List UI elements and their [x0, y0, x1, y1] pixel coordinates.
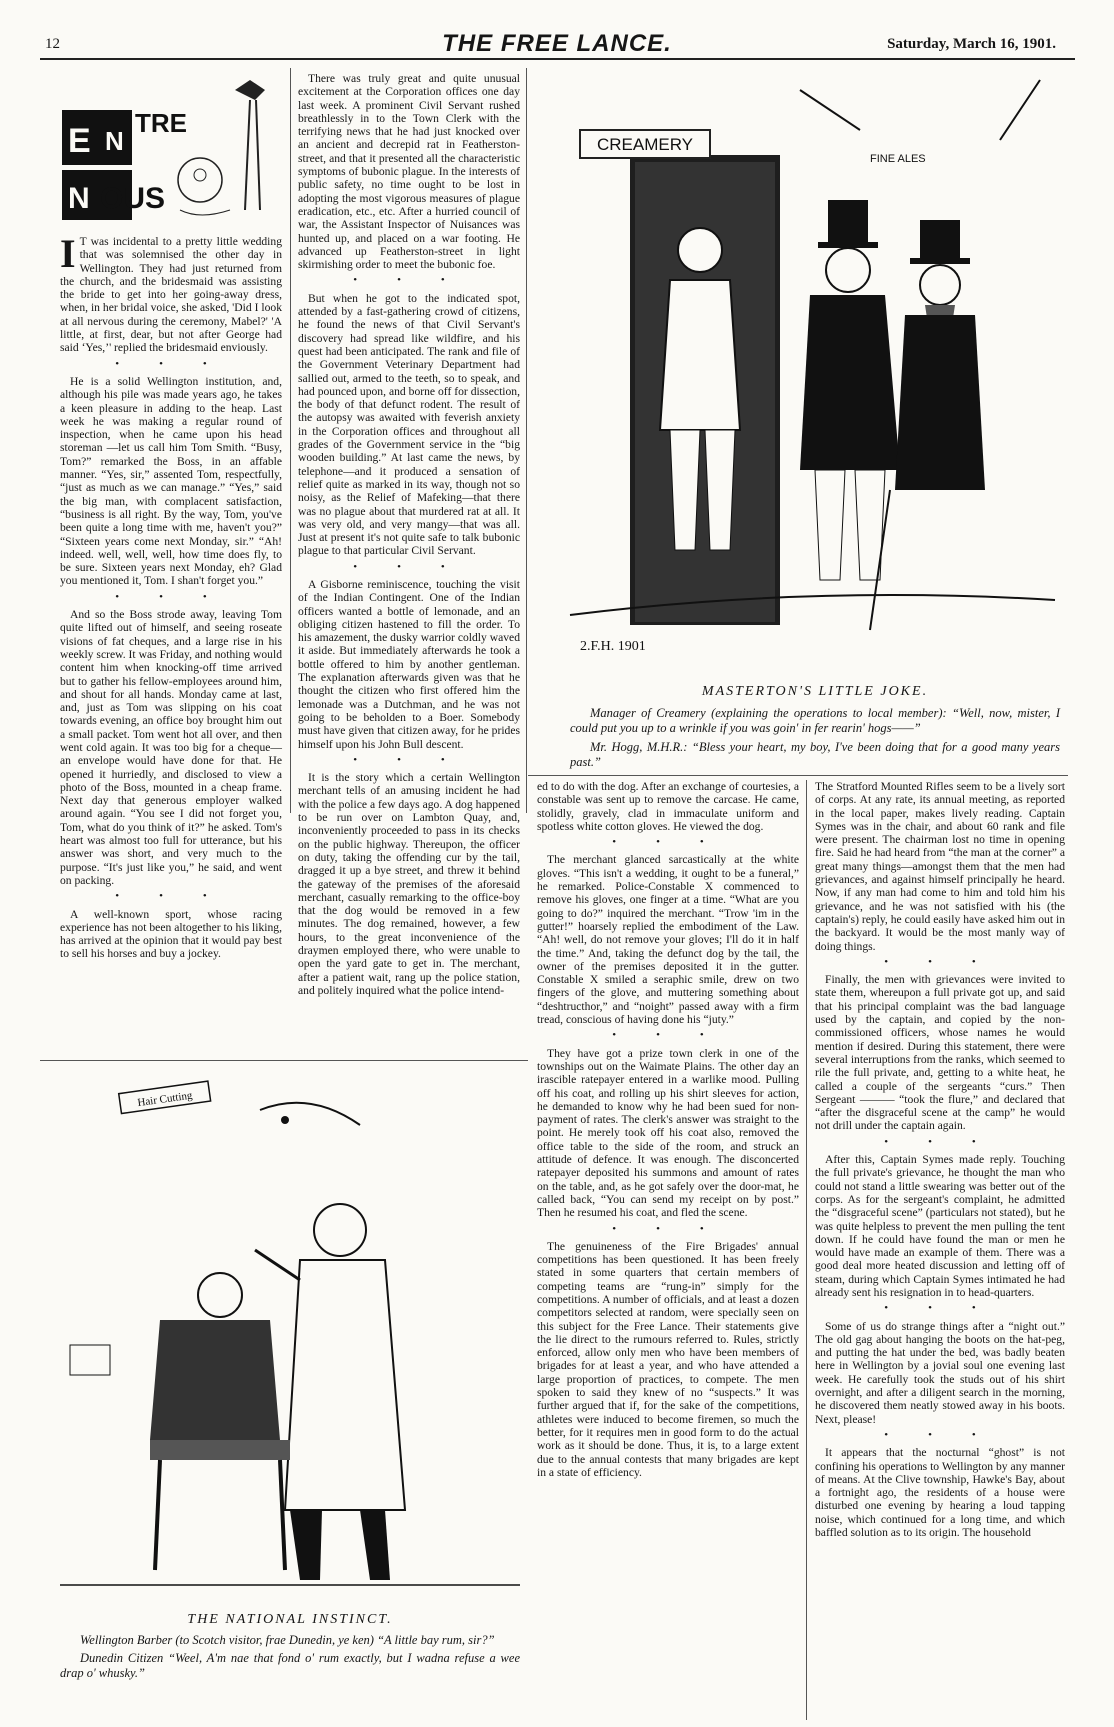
barber-sign-text: Hair Cutting — [136, 1089, 194, 1110]
header-rule — [40, 58, 1075, 60]
caption-mastertons-little-joke — [570, 684, 1060, 770]
article-column-4 — [815, 780, 1065, 1720]
svg-text:N: N — [105, 126, 124, 156]
article-paragraph: He is a solid Wellington institution, and, although his pile was made years ago, he takes a keen pleasure in adding to the heap. Last week he was making a regular round of inspection, when he came upon his head storeman —let us call him Tom Smith. “Busy, Tom?” remarked the Boss, in an affable manner. “Yes, sir,” assented Tom, respectfully, “just as much as we can manage.” “Yes,” said the big man, with complacent satisfaction, “business is all right. By the way, Tom, you've been quite a long time with me, haven't you?” “Sixteen years come next Monday, sir.” “Ah! indeed. well, well, well, how time does fly, to be sure. Sixteen years next Monday, eh? Glad you mentioned it, Tom. I shan't forget you.” — [60, 374, 282, 588]
cartoon-title: THE NATIONAL INSTINCT. — [187, 1612, 393, 1627]
article-paragraph: I T was incidental to a pretty little wedding that was solemnised the other day in Wellington. They had just returned from the church, and the bridesmaid was assisting the bride to get into her going-away dress, when, in her bridal voice, she asked, 'Did I look at all nervous during the ceremony, Mabel?' 'A little, at first, dear, but not after George had said ‘Yes,’' replied the bridesmaid enviously. — [60, 231, 282, 355]
cartoon-dialogue-1 — [60, 1633, 520, 1648]
section-separator: ••• — [115, 890, 247, 903]
section-separator: ••• — [353, 274, 485, 287]
section-separator: ••• — [884, 1302, 1016, 1315]
article-paragraph: The Stratford Mounted Rifles seem to be a lively sort of corps. At any rate, its annual meeting, as reported in the local paper, makes lively reading. Captain Symes was in the chair, and about 60 rank and file were present. The chairman lost no time in opening fire. Said he had heard from “the man at the corner” a great many things—amongst them that the men had grievances, and against himself principally he heard. Now, if any man had come to him and told him his grievance, and he was not satisfied with his (the captain's) reply, he could easily have asked him out in the backyard. It would be the most manly way of doing things. — [815, 780, 1065, 953]
speaker-name: Wellington Barber — [80, 1633, 173, 1647]
article-paragraph: Some of us do strange things after a “night out.” The old gag about hanging the boots on the hat-peg, and putting the hat under the bed, was badly beaten here in Wellington by a jovial soul one evening last week. He carefully took the studs out of his shirt overnight, and after a diligent search in the morning, he discovered them neatly stowed away in his boots. Next, please! — [815, 1319, 1065, 1426]
cartoon-title: MASTERTON'S LITTLE JOKE. — [701, 684, 929, 699]
article-column-1 — [60, 231, 282, 961]
column-divider — [806, 780, 807, 1720]
section-rule — [528, 775, 1068, 776]
section-separator: ••• — [115, 357, 247, 370]
section-separator: ••• — [353, 560, 485, 573]
article-paragraph: It appears that the nocturnal “ghost” is not confining his operations to Wellington by any manner of means. At the Clive township, Hawke's Bay, about a fortnight ago, the residents of a house were disturbed one evening by hearing a loud tapping noise, which continued for a long time, and which baffled solution as to its origin. The household — [815, 1446, 1065, 1540]
cartoon-national-instinct — [60, 1080, 520, 1600]
cartoon-dialogue-1 — [570, 706, 1060, 736]
svg-text:E: E — [68, 122, 91, 160]
column-divider — [526, 68, 527, 813]
creamery-cartoon-illustration — [560, 70, 1065, 668]
article-column-3 — [537, 780, 799, 1720]
speaker-aside: (to Scotch visitor, frae Dunedin, ye ken) — [175, 1633, 374, 1647]
article-paragraph: But when he got to the indicated spot, attended by a fast-gathering crowd of citizens, he found the news of that Civil Servant's discovery had spread like wildfire, and his quest had been anticipated. The rank and file of the Government Veterinary Department had sallied out, armed to the teeth, so to speak, and had pounced upon, and borne off for dissection, the body of that defunct rodent. The result of the autopsy was awaited with feverish anxiety in the Corporation offices and throughout all grades of the Government service in the “big wooden building.” At last came the news, by telephone—and it produced a sensation of relief quite as marked in its way, though not so noisy, as the Relief of Mafeking—that there was no plague about that murdered rat at all. It was very old, and very mangy—that was all. Just at present it's not quite safe to talk bubonic plague to that particular Civil Servant. — [298, 291, 520, 558]
speaker-name: Mr. Hogg, M.H.R. — [590, 740, 684, 754]
section-separator: ••• — [612, 1029, 744, 1042]
article-column-2 — [298, 72, 520, 997]
section-separator: ••• — [115, 590, 247, 603]
article-paragraph: ed to do with the dog. After an exchange of courtesies, a constable was sent up to remove the carcase. He came, stolidly, gravely, clad in immaculate uniform and spotless white cotton gloves. He viewed the dog. — [537, 780, 799, 833]
barber-cartoon-illustration — [60, 1080, 520, 1600]
svg-text:TRE: TRE — [135, 108, 187, 138]
caption-national-instinct — [60, 1612, 520, 1681]
cartoon-signature: 2.F.H. 1901 — [580, 639, 646, 654]
article-paragraph: And so the Boss strode away, leaving Tom quite lifted out of himself, and seeing roseate visions of fat cheques, and a large rise in his weekly screw. It was Friday, and nothing would content him when knocking-off time arrived but to gather his fellow-employees around him, and shout for all hands. Monday came at last, and, just as Tom was slipping on his coat towards evening, an office boy brought him out a small packet. Tom went hot all over, and then went cold again. It was too big for a cheque—an envelope would have done for that. He opened it hurriedly, and disclosed to view a photo of the Boss, mounted in a cheap frame. Next day that generous employer walked around again. “You see I did not forget you, Tom, what do you think of it?” he asked. Tom's heart was almost too full for utterance, but his answer was short, and very much to the purpose. “It's just like you,” he said, and went on packing. — [60, 608, 282, 887]
section-separator: ••• — [612, 1222, 744, 1235]
speaker-name: Dunedin Citizen — [80, 1651, 164, 1665]
page-number: 12 — [45, 36, 60, 52]
article-paragraph: It is the story which a certain Wellington merchant tells of an amusing incident he had with the police a few days ago. A dog happened to be run over on Lambton Quay, and, inconveniently proceeded to pass in its checks on the public highway. Thereupon, the officer on duty, taking the offending cur by the tail, dragged it up a bye street, and threw it behind the gateway of the premises of the aforesaid merchant, casually remarking to the office-boy that the dog would be removed in a few minutes. The dog remained, however, a few hours, to the great inconvenience of the draymen employed there, who were unable to open the yard gate to get in. The merchant, after a patient wait, rang up the police station, and politely inquired what the police intend- — [298, 771, 520, 997]
article-paragraph: After this, Captain Symes made reply. Touching the full private's grievance, he thought the man who could not stand a little swearing was better out of the corps. As for the sergeant's complaint, he admitted the “disgraceful scene” (particulars not stated), but he was quite helpless to prevent the men pulling the tent down. If he could have found the man or men he would have made an example of them. There was a good deal more heated discussion and letting off of steam, during which Captain Symes intimated he had already sent his resignation in to head-quarters. — [815, 1153, 1065, 1299]
speaker-aside: (explaining the operations to local member) — [711, 706, 943, 720]
article-paragraph: They have got a prize town clerk in one of the townships out on the Waimate Plains. The other day an irascible ratepayer entered in a warlike mood. Pulling off his coat, and rolling up his shirt sleeves for action, he demanded to know why he had been sued for non-payment of rates. The clerk's answer was straight to the point. He merely took off his coat also, removed the office table to the side of the room, and struck an attitude of defence. It was enough. The disconcerted ratepayer deposited his summons and amount of rates on the table, and, as he got safely over the door-mat, he called back, “You can send my receipt on by post.” Then he resumed his coat, and fled the scene. — [537, 1046, 799, 1220]
drop-cap: I — [60, 231, 76, 276]
issue-date: Saturday, March 16, 1901. — [887, 36, 1056, 52]
masthead-title: THE FREE LANCE. — [442, 30, 672, 57]
section-rule — [40, 1060, 528, 1061]
section-separator: ••• — [884, 1135, 1016, 1148]
section-separator: ••• — [884, 955, 1016, 968]
article-paragraph: The merchant glanced sarcastically at the white gloves. “This isn't a wedding, it ought to be a funeral,” he remarked. Police-Constable X commenced to remove his gloves, one finger at a time. “What are you going to do?” inquired the merchant. “Trow 'im in the gutter!” hoarsely replied the embodiment of the Law. “Ah! well, do not remove your gloves; I'll do it in half the time.” And, taking the defunct dog by the tail, the owner of the premises deposited it in the gutter. Constable X smiled a seraphic smile, drew on two fingers of the glove, and muttering something about “deshtructhor,” and “noight” passed away with a firm tread, conscious of having done his “juty.” — [537, 853, 799, 1027]
article-paragraph: There was truly great and quite unusual excitement at the Corporation offices one day last week. A prominent Civil Servant rushed breathlessly in to the Town Clerk with the terrifying news that he had just knocked over an ancient and decrepid rat in Featherston-street, and that it presented all the characteristic symptoms of bubonic plague. In the interests of public safety, no time ought to be lost in adopting the most vigorous measures of plague eradication, etc., etc. After a hurried council of war, the Assistant Inspector of Nuisances was hunted up, and placed on a war footing. He advanced up Featherston-street in light skirmishing order to meet the bubonic foe. — [298, 72, 520, 272]
svg-text:N: N — [68, 182, 90, 215]
speaker-quote: “Weel, A'm nae that fond o' rum exactly, but I wadna refuse a wee drap o' whusky.” — [60, 1651, 520, 1680]
article-paragraph: A well-known sport, whose racing experience has not been altogether to his liking, has arrived at the opinion that it would pay best to sell his horses and buy a jockey. — [60, 907, 282, 961]
column-divider — [290, 68, 291, 813]
speaker-quote: : “Well, now, mister, I could put you up to a wrinkle if you was goin' in fer rearin' hogs——” — [570, 706, 1061, 735]
speaker-name: Manager of Creamery — [590, 706, 706, 720]
cartoon-mastertons-little-joke — [560, 70, 1065, 668]
section-separator: ••• — [612, 836, 744, 849]
article-paragraph: A Gisborne reminiscence, touching the visit of the Indian Contingent. One of the Indian officers wanted a bottle of lemonade, and an obliging citizen hastened to fill the order. To his amazement, the dusky warrior coldly waved it aside. But immediately afterwards he took a bottle offered to him by another gentleman. The explanation afterwards given was that he thought the citizen who first offered him the lemonade was a Dutchman, and he was not going to be beholden to a Boer. Somebody must have given that citizen away, for he prides himself upon his John Bull descent. — [298, 577, 520, 751]
article-paragraph: Finally, the men with grievances were invited to state them, whereupon a full private got up, and said that his principal complaint was the bad language used by the captain, and copied by the non-commissioned officers, whose names he would mention if desired. During this statement, there were several interruptions from the ranks, which seemed to rile the full private, and, getting to a white heat, he called a couple of the sergeants “curs.” Then Sergeant ——— “took the flure,” and declared that “after the disgraceful scene at the camp” he would not drill under the captain again. — [815, 973, 1065, 1133]
entre-nous-logo — [60, 70, 280, 225]
svg-text:OUS: OUS — [100, 182, 166, 215]
speaker-quote: : “Bless your heart, my boy, I've been doing that for a good many years past.” — [570, 740, 1061, 769]
creamery-sign-text: CREAMERY — [596, 135, 694, 154]
speaker-quote: “A little bay rum, sir?” — [377, 1633, 495, 1647]
cartoon-dialogue-2 — [570, 740, 1060, 770]
fine-ales-sign-text: FINE ALES — [870, 153, 926, 165]
article-paragraph: The genuineness of the Fire Brigades' annual competitions has been questioned. It has been freely stated in some quarters that certain members of competing teams are “rung-in” simply for the competitions. A number of officials, and at least a dozen competitors selected at random, were specially seen on this subject for the Free Lance. Their statements give the lie direct to the rumours referred to. Rules, strictly enforced, allow only men who have been members of brigades for at least a year, and who have attended a large proportion of practices, to compete. The men spoken to said they knew of no “suspects.” It was further argued that if, for the sake of the competitions, athletes were induced to become firemen, so much the better, for it requires men in good form to do the actual work as it should be done. Thus, it is, to a large extent due to the annual contests that many brigades are kept in a state of efficiency. — [537, 1239, 799, 1479]
section-separator: ••• — [353, 753, 485, 766]
entre-nous-logo-icon — [60, 70, 280, 225]
cartoon-dialogue-2 — [60, 1651, 520, 1681]
section-separator: ••• — [884, 1428, 1016, 1441]
